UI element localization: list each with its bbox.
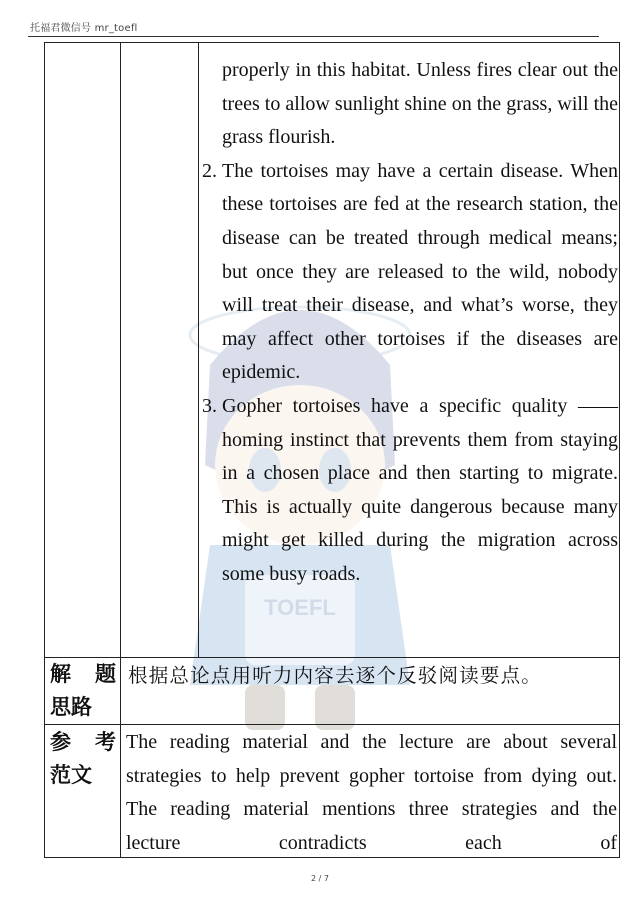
- approach-label-line2: 思路: [50, 695, 92, 719]
- list-item: [202, 390, 618, 592]
- list-item: [202, 155, 618, 390]
- list-item-number: 3.: [202, 394, 217, 417]
- list-item-number: 2.: [202, 159, 217, 182]
- reading-points-list: [202, 54, 618, 592]
- mascot-shirt-text: TOEFL: [264, 595, 336, 620]
- page-number: 2 / 7: [311, 874, 329, 883]
- list-item-text: The tortoises may have a certain disease. When these tortoises are fed at the research station, the disease can be treated through medical means; but once they are released to the wild, nobody will treat their disease, and what’s worse, they may affect other tortoises if the diseases are epidemic.: [222, 159, 618, 384]
- header-text: 托福君微信号 mr_toefl: [30, 23, 138, 34]
- approach-label: [50, 658, 116, 724]
- approach-label-char: 题: [95, 662, 116, 686]
- sample-label-line2: 范文: [50, 763, 92, 787]
- list-continuation-text: properly in this habitat. Unless fires clear out the trees to allow sunlight shine on the grass, will the grass flourish.: [222, 59, 618, 149]
- sample-label-char: 考: [95, 730, 116, 754]
- sample-essay-text: The reading material and the lecture are about several strategies to help prevent gopher tortoise from dying out. The reading material mentions three strategies and the lecture contradicts each of: [126, 731, 617, 854]
- approach-text: 根据总论点用听力内容去逐个反驳阅读要点。: [128, 664, 543, 687]
- table-divider: [120, 657, 121, 858]
- list-item-text: Gopher tortoises have a specific quality —— homing instinct that prevents them from staying in a chosen place and then starting to migrate. This is actually quite dangerous because many might get killed during the migration across some busy roads.: [222, 394, 618, 585]
- sample-label: [50, 726, 116, 792]
- table-divider: [44, 724, 620, 725]
- sample-label-char: 参: [50, 730, 71, 754]
- table-divider: [198, 42, 199, 657]
- table-divider: [44, 657, 620, 658]
- table-divider: [120, 42, 121, 657]
- approach-label-char: 解: [50, 662, 71, 686]
- header-rule: [28, 36, 599, 37]
